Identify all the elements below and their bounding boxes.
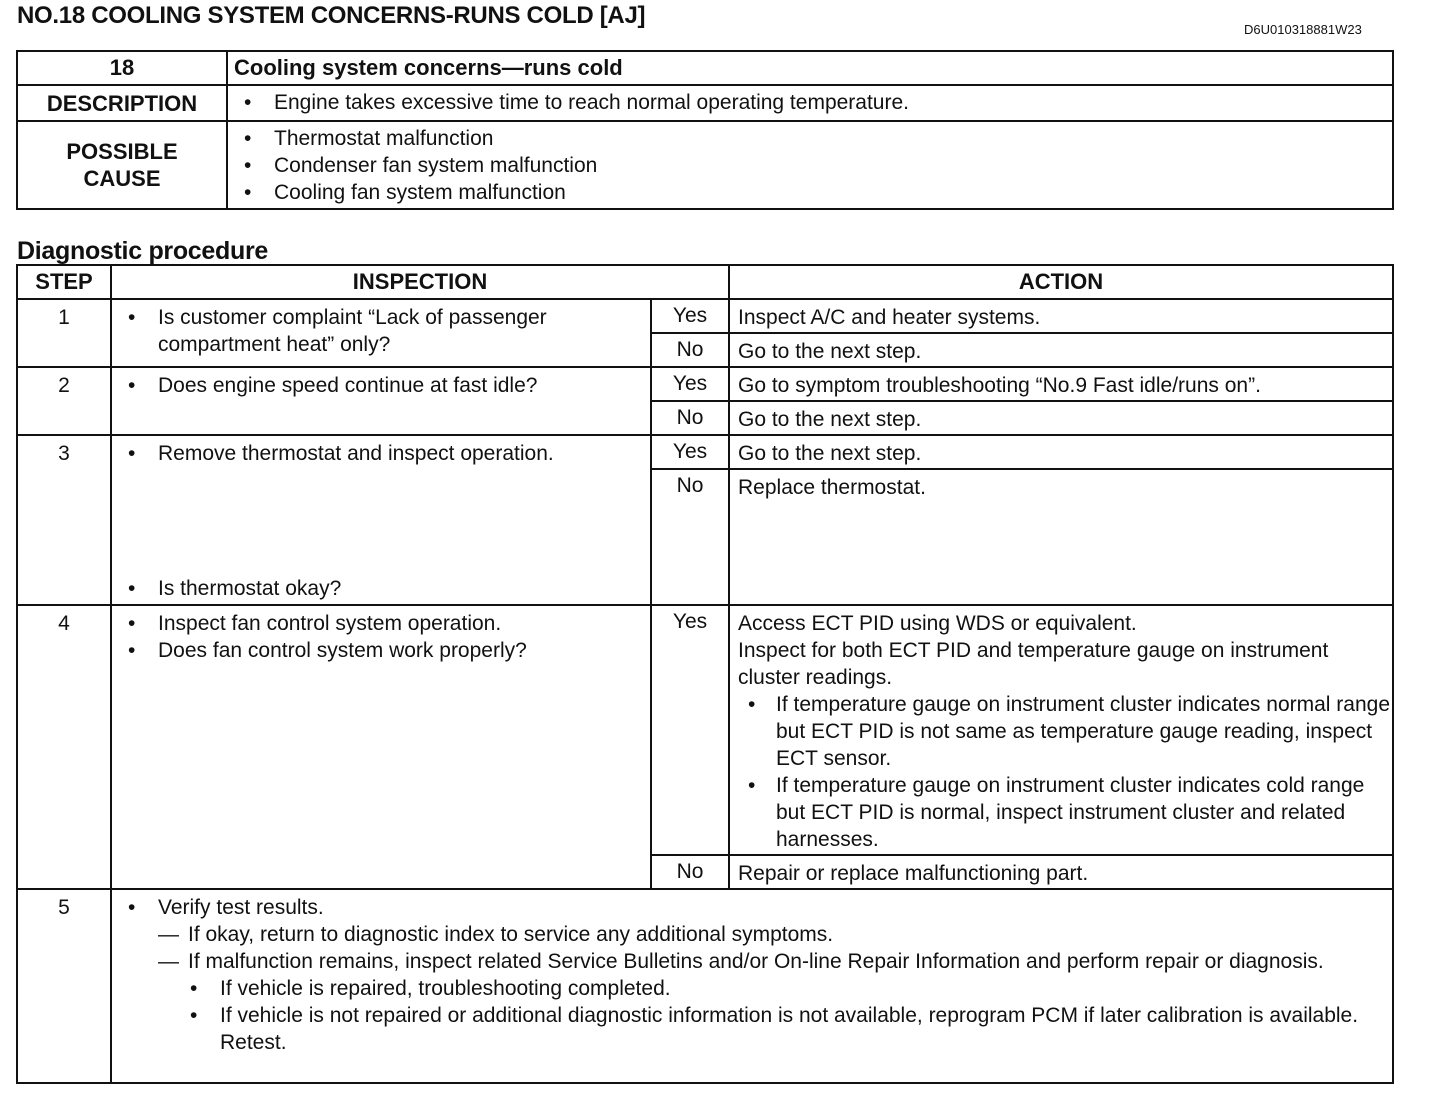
inspection-item <box>158 894 1376 1056</box>
inspection-item: • Is thermostat okay? <box>158 575 341 602</box>
verify-text: • Verify test results. <box>158 896 324 919</box>
step-number: 5 <box>17 889 111 1083</box>
yes-label: Yes <box>651 367 729 401</box>
yes-action: Inspect A/C and heater systems. <box>729 299 1393 333</box>
no-label: No <box>651 469 729 605</box>
action-line: Access ECT PID using WDS or equivalent. <box>738 612 1137 635</box>
yes-action <box>729 605 1393 855</box>
yes-label: Yes <box>651 435 729 469</box>
step-inspection <box>111 435 651 605</box>
cause-item: • Thermostat malfunction <box>274 125 1392 152</box>
step-inspection <box>111 889 1393 1083</box>
section-title: Diagnostic procedure <box>17 237 268 265</box>
action-bullet: • If temperature gauge on instrument cluster indicates normal range but ECT PID is not same as temperature gauge reading, inspect ECT sensor. <box>776 691 1392 772</box>
yes-action: Go to symptom troubleshooting “No.9 Fast idle/runs on”. <box>729 367 1393 401</box>
no-label: No <box>651 855 729 889</box>
diagnostic-procedure-table <box>16 264 1394 1084</box>
step-inspection <box>111 605 651 889</box>
step-number: 2 <box>17 367 111 435</box>
step-number: 4 <box>17 605 111 889</box>
no-label: No <box>651 333 729 367</box>
description-label: DESCRIPTION <box>17 85 227 121</box>
possible-cause-label-line2: CAUSE <box>83 166 161 191</box>
cause-item: • Cooling fan system malfunction <box>274 179 1392 206</box>
inspection-item: • Remove thermostat and inspect operation. <box>158 440 650 467</box>
action-line: Inspect for both ECT PID and temperature gauge on instrument cluster readings. <box>738 639 1329 689</box>
possible-cause-label <box>17 121 227 209</box>
yes-action: Go to the next step. <box>729 435 1393 469</box>
inspection-item: • Inspect fan control system operation. <box>158 610 650 637</box>
no-action: Go to the next step. <box>729 401 1393 435</box>
action-header: ACTION <box>729 265 1393 299</box>
no-action: Replace thermostat. <box>729 469 1393 605</box>
description-text: • Engine takes excessive time to reach normal operating temperature. <box>274 91 1392 115</box>
description-cell <box>227 85 1393 121</box>
dash-item: — If okay, return to diagnostic index to service any additional symptoms. <box>158 921 1376 948</box>
step-inspection <box>111 367 651 435</box>
no-action: Repair or replace malfunctioning part. <box>729 855 1393 889</box>
step-header: STEP <box>17 265 111 299</box>
step-number: 1 <box>17 299 111 367</box>
sub-bullet: • If vehicle is repaired, troubleshooting completed. <box>220 975 1376 1002</box>
document-id: D6U010318881W23 <box>1244 22 1362 37</box>
yes-label: Yes <box>651 299 729 333</box>
page-title: NO.18 COOLING SYSTEM CONCERNS-RUNS COLD [AJ] <box>17 2 646 29</box>
inspection-item: • Does fan control system work properly? <box>158 637 650 664</box>
action-bullet: • If temperature gauge on instrument cluster indicates cold range but ECT PID is normal, inspect instrument cluster and related harnesses. <box>776 772 1392 853</box>
inspection-header: INSPECTION <box>111 265 729 299</box>
dash-item: — If malfunction remains, inspect related Service Bulletins and/or On-line Repair Information and perform repair or diagnosis. <box>158 948 1376 975</box>
inspection-item: • Does engine speed continue at fast idle? <box>158 372 650 399</box>
symptom-table <box>16 50 1394 210</box>
cause-item: • Condenser fan system malfunction <box>274 152 1392 179</box>
no-label: No <box>651 401 729 435</box>
yes-label: Yes <box>651 605 729 855</box>
symptom-number: 18 <box>17 51 227 85</box>
symptom-name: Cooling system concerns—runs cold <box>227 51 1393 85</box>
inspection-item: • Is customer complaint “Lack of passenger compartment heat” only? <box>158 304 650 358</box>
sub-bullet: • If vehicle is not repaired or additional diagnostic information is not available, reprogram PCM if later calibration is available. Retest. <box>220 1002 1376 1056</box>
possible-cause-label-line1: POSSIBLE <box>66 139 178 164</box>
no-action: Go to the next step. <box>729 333 1393 367</box>
possible-cause-list <box>227 121 1393 209</box>
step-inspection <box>111 299 651 367</box>
step-number: 3 <box>17 435 111 605</box>
